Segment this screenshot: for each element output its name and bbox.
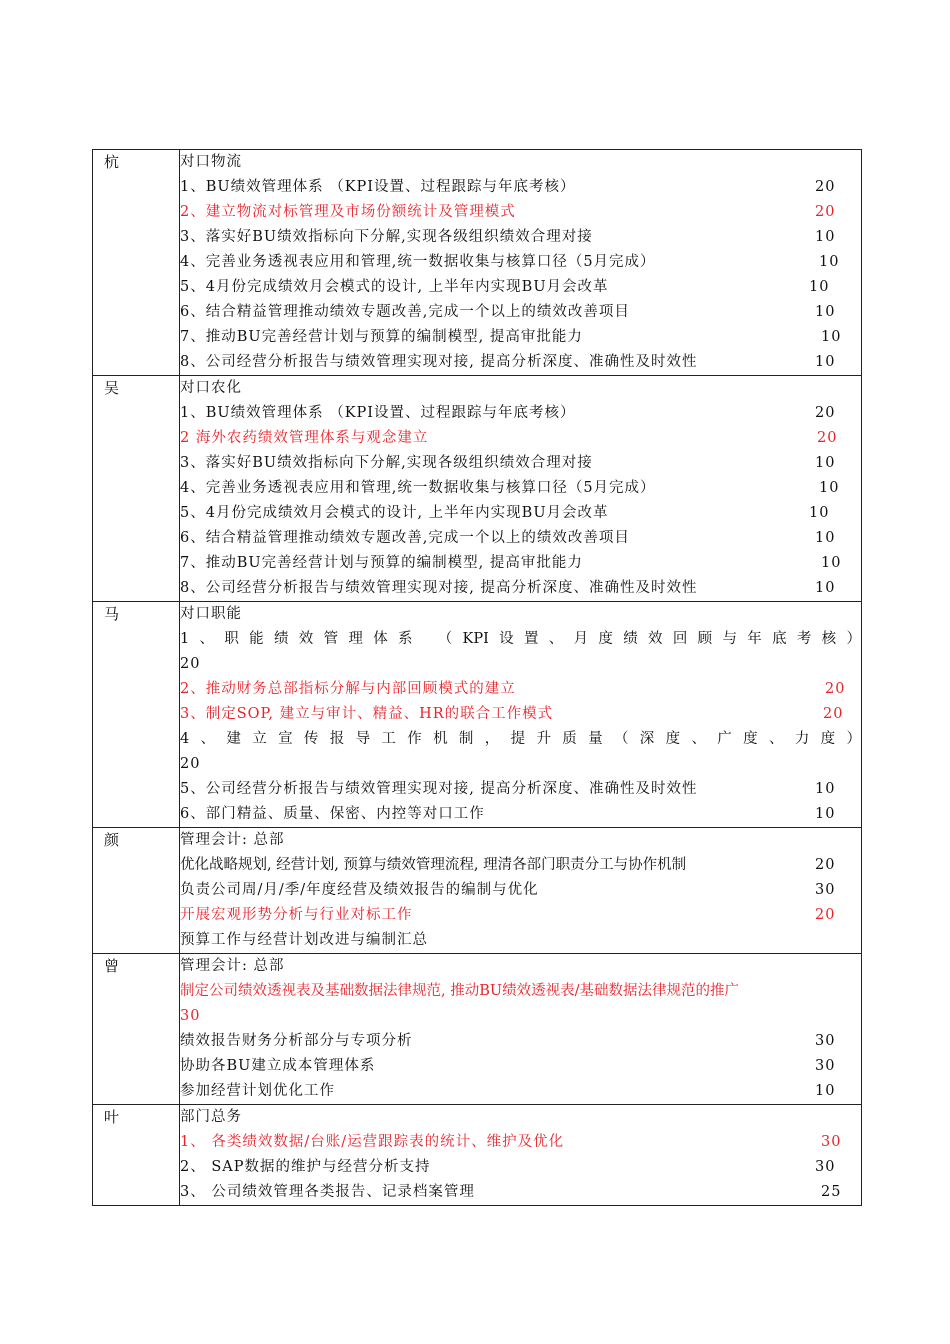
- task-score: 20: [815, 204, 836, 220]
- task-score: 10: [809, 505, 830, 521]
- task-line: [180, 677, 861, 702]
- person-name: 颜: [104, 831, 120, 849]
- task-cell: [180, 376, 862, 602]
- task-text: 6、结合精益管理推动绩效专题改善,完成一个以上的绩效改善项目: [180, 530, 630, 546]
- task-score: 25: [821, 1184, 842, 1200]
- table-row: [93, 150, 862, 376]
- person-name: 吴: [104, 379, 120, 397]
- person-cell: [93, 150, 180, 376]
- table-row: [93, 1105, 862, 1206]
- section-header: 对口物流: [180, 154, 242, 170]
- task-score: 10: [815, 580, 836, 596]
- task-line: [180, 1079, 861, 1104]
- person-cell: [93, 954, 180, 1105]
- task-line: [180, 300, 861, 325]
- task-line: [180, 476, 861, 501]
- task-cell: [180, 1105, 862, 1206]
- task-assignment-table: [92, 149, 862, 1206]
- task-score: 10: [809, 279, 830, 295]
- task-score: 30: [180, 1008, 201, 1024]
- task-score: 20: [815, 179, 836, 195]
- task-line: [180, 451, 861, 476]
- person-name: 曾: [104, 957, 120, 975]
- task-line: [180, 200, 861, 225]
- task-score: 20: [180, 756, 201, 772]
- task-score: 10: [815, 781, 836, 797]
- task-text: 2、 SAP数据的维护与经营分析支持: [180, 1159, 431, 1175]
- task-cell: [180, 150, 862, 376]
- task-text: 2、建立物流对标管理及市场份额统计及管理模式: [180, 204, 516, 220]
- task-text: 8、公司经营分析报告与绩效管理实现对接, 提高分析深度、准确性及时效性: [180, 580, 698, 596]
- task-line: [180, 777, 861, 802]
- task-score: 20: [180, 656, 201, 672]
- task-line: [180, 878, 861, 903]
- task-score: 10: [815, 354, 836, 370]
- task-line: [180, 426, 861, 451]
- task-score: 30: [815, 1058, 836, 1074]
- task-line: [180, 175, 861, 200]
- section-header: 对口农化: [180, 380, 242, 396]
- task-line: [180, 501, 861, 526]
- task-text: 8、公司经营分析报告与绩效管理实现对接, 提高分析深度、准确性及时效性: [180, 354, 698, 370]
- task-score: 10: [815, 1083, 836, 1099]
- task-score: 10: [821, 555, 842, 571]
- task-line: [180, 551, 861, 576]
- task-line: [180, 928, 861, 953]
- section-header: 部门总务: [180, 1109, 242, 1125]
- task-cell: [180, 828, 862, 954]
- task-score: 10: [815, 229, 836, 245]
- task-score: 20: [815, 907, 836, 923]
- task-score: 10: [815, 806, 836, 822]
- task-text: 3、制定SOP, 建立与审计、精益、HR的联合工作模式: [180, 706, 554, 722]
- task-score: 10: [819, 480, 840, 496]
- task-text: 协助各BU建立成本管理体系: [180, 1058, 376, 1074]
- table-row: [93, 954, 862, 1105]
- task-line: [180, 1029, 861, 1054]
- task-score: 30: [815, 1033, 836, 1049]
- task-text: 3、落实好BU绩效指标向下分解,实现各级组织绩效合理对接: [180, 455, 593, 471]
- task-text: 6、结合精益管理推动绩效专题改善,完成一个以上的绩效改善项目: [180, 304, 630, 320]
- task-score: 30: [815, 882, 836, 898]
- person-cell: [93, 1105, 180, 1206]
- task-text: 1、职能绩效管理体系 （KPI设置、月度绩效回顾与年底考核）: [180, 631, 861, 647]
- task-line: [180, 401, 861, 426]
- table-row: [93, 602, 862, 828]
- task-text: 6、部门精益、质量、保密、内控等对口工作: [180, 806, 485, 822]
- task-text: 绩效报告财务分析部分与专项分析: [180, 1033, 413, 1049]
- task-score: 20: [823, 706, 844, 722]
- person-cell: [93, 376, 180, 602]
- task-text: 2 海外农药绩效管理体系与观念建立: [180, 430, 429, 446]
- task-text: 1、BU绩效管理体系 （KPI设置、过程跟踪与年底考核）: [180, 179, 576, 195]
- task-text: 优化战略规划, 经营计划, 预算与绩效管理流程, 理清各部门职责分工与协作机制: [180, 857, 687, 873]
- person-cell: [93, 602, 180, 828]
- task-score: 10: [819, 254, 840, 270]
- person-name: 杭: [104, 153, 120, 171]
- task-text: 预算工作与经营计划改进与编制汇总: [180, 932, 428, 948]
- section-header: 管理会计: 总部: [180, 832, 285, 848]
- person-cell: [93, 828, 180, 954]
- person-name: 马: [104, 605, 120, 623]
- task-score: 10: [821, 329, 842, 345]
- task-score: 10: [815, 530, 836, 546]
- task-cell: [180, 954, 862, 1105]
- task-text: 4、完善业务透视表应用和管理,统一数据收集与核算口径（5月完成）: [180, 480, 656, 496]
- task-text: 开展宏观形势分析与行业对标工作: [180, 907, 413, 923]
- task-score: 20: [815, 405, 836, 421]
- task-line: [180, 350, 861, 375]
- task-text: 4、建立宣传报导工作机制，提升质量（深度、广度、力度）: [180, 731, 861, 747]
- section-header: 管理会计: 总部: [180, 958, 285, 974]
- task-text: 1、 各类绩效数据/台账/运营跟踪表的统计、维护及优化: [180, 1134, 565, 1150]
- task-line: [180, 702, 861, 727]
- task-line: [180, 576, 861, 601]
- task-text: 参加经营计划优化工作: [180, 1083, 335, 1099]
- person-name: 叶: [104, 1108, 120, 1126]
- section-header: 对口职能: [180, 606, 242, 622]
- task-text: 负责公司周/月/季/年度经营及绩效报告的编制与优化: [180, 882, 539, 898]
- task-line: [180, 853, 861, 878]
- task-text: 5、4月份完成绩效月会模式的设计, 上半年内实现BU月会改革: [180, 505, 609, 521]
- task-line: [180, 325, 861, 350]
- task-text: 3、 公司绩效管理各类报告、记录档案管理: [180, 1184, 475, 1200]
- task-score: 10: [815, 455, 836, 471]
- task-text: 7、推动BU完善经营计划与预算的编制模型, 提高审批能力: [180, 555, 583, 571]
- task-line: [180, 802, 861, 827]
- task-line: [180, 1130, 861, 1155]
- task-score: 20: [817, 430, 838, 446]
- task-line: [180, 1180, 861, 1205]
- task-text: 7、推动BU完善经营计划与预算的编制模型, 提高审批能力: [180, 329, 583, 345]
- task-text: 4、完善业务透视表应用和管理,统一数据收集与核算口径（5月完成）: [180, 254, 656, 270]
- task-line: [180, 275, 861, 300]
- task-score: 10: [815, 304, 836, 320]
- task-text: 1、BU绩效管理体系 （KPI设置、过程跟踪与年底考核）: [180, 405, 576, 421]
- task-line: [180, 903, 861, 928]
- task-text: 5、公司经营分析报告与绩效管理实现对接, 提高分析深度、准确性及时效性: [180, 781, 698, 797]
- task-cell: [180, 602, 862, 828]
- task-text: 2、推动财务总部指标分解与内部回顾模式的建立: [180, 681, 516, 697]
- task-line: [180, 526, 861, 551]
- task-line: [180, 225, 861, 250]
- table-row: [93, 376, 862, 602]
- task-score: 20: [825, 681, 846, 697]
- task-line: [180, 250, 861, 275]
- task-line: [180, 1155, 861, 1180]
- task-text: 3、落实好BU绩效指标向下分解,实现各级组织绩效合理对接: [180, 229, 593, 245]
- task-score: 30: [815, 1159, 836, 1175]
- task-line: [180, 1054, 861, 1079]
- table-row: [93, 828, 862, 954]
- task-score: 30: [821, 1134, 842, 1150]
- task-score: 20: [815, 857, 836, 873]
- task-text: 制定公司绩效透视表及基础数据法律规范, 推动BU绩效透视表/基础数据法律规范的推广: [180, 983, 739, 999]
- task-text: 5、4月份完成绩效月会模式的设计, 上半年内实现BU月会改革: [180, 279, 609, 295]
